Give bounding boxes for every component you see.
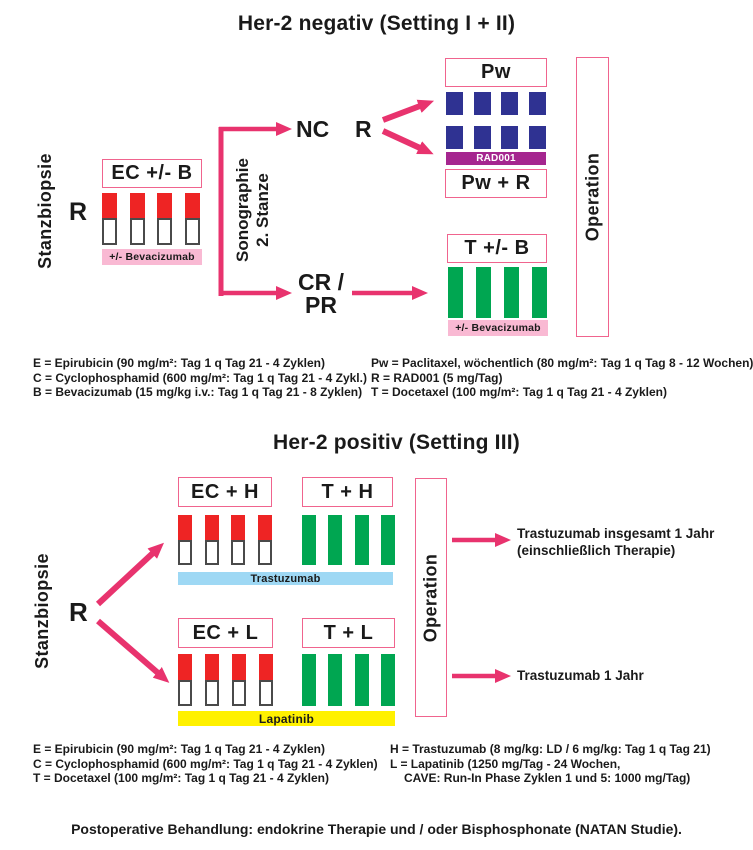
paclitaxel-square <box>501 126 518 149</box>
arm-top-line1: Trastuzumab insgesamt 1 Jahr <box>517 526 715 541</box>
chemo-cycle-bar <box>205 654 219 706</box>
arrow-r-to-ech <box>98 553 153 604</box>
setting1-t-bevacizumab-strip: +/- Bevacizumab <box>448 320 548 336</box>
nc-randomization-r: R <box>355 116 372 142</box>
docetaxel-bar <box>381 515 395 565</box>
setting3-stanzbiopsie-label: Stanzbiopsie <box>32 553 52 669</box>
setting1-operation-label: Operation <box>582 152 602 242</box>
legend-line: E = Epirubicin (90 mg/m²: Tag 1 q Tag 21 - 4 Zyklen) <box>33 356 325 370</box>
chemo-cycle-bar <box>185 193 200 245</box>
paclitaxel-square <box>446 126 463 149</box>
legend-line: C = Cyclophosphamid (600 mg/m²: Tag 1 q Tag 21 - 4 Zykl.) <box>33 370 367 385</box>
t-l-cycle-bars <box>302 654 395 706</box>
chemo-cycle-bar <box>259 654 273 706</box>
setting3-title: Her-2 positiv (Setting III) <box>273 431 520 454</box>
setting1-randomization-r: R <box>69 198 88 226</box>
crpr-label <box>290 271 352 317</box>
chemo-cycle-bar <box>232 654 246 706</box>
pw-cycle-squares-row2 <box>446 126 546 149</box>
setting1-ec-box: EC +/- B <box>102 159 202 188</box>
arm-bottom-line: Trastuzumab 1 Jahr <box>517 668 644 683</box>
setting1-legend-left <box>33 356 367 400</box>
chemo-cycle-bar <box>157 193 172 245</box>
postoperative-note: Postoperative Behandlung: endokrine Therapie und / oder Bisphosphonate (NATAN Studie). <box>71 821 682 837</box>
pw-cycle-squares-row1 <box>446 92 546 115</box>
docetaxel-bar <box>504 267 519 318</box>
chemo-cycle-bar <box>205 515 219 565</box>
pw-box: Pw <box>445 58 547 87</box>
setting1-legend-right <box>371 356 753 400</box>
sonography-line1: Sonographie <box>233 158 252 262</box>
sonography-line2: 2. Stanze <box>253 173 272 247</box>
legend-line: E = Epirubicin (90 mg/m²: Tag 1 q Tag 21 - 4 Zyklen) <box>33 742 325 756</box>
chemo-cycle-bar <box>130 193 145 245</box>
paclitaxel-square <box>446 92 463 115</box>
paclitaxel-square <box>474 92 491 115</box>
setting3-operation-label: Operation <box>420 553 441 642</box>
trastuzumab-strip: Trastuzumab <box>178 572 393 585</box>
chemo-cycle-bar <box>178 515 192 565</box>
docetaxel-bar <box>302 654 316 706</box>
docetaxel-bar <box>328 654 342 706</box>
docetaxel-bar <box>381 654 395 706</box>
t-h-cycle-bars <box>302 515 395 565</box>
legend-line: CAVE: Run-In Phase Zyklen 1 und 5: 1000 mg/Tag) <box>404 771 691 785</box>
docetaxel-bar <box>532 267 547 318</box>
paclitaxel-square <box>474 126 491 149</box>
docetaxel-bar <box>355 654 369 706</box>
chemo-cycle-bar <box>178 654 192 706</box>
paclitaxel-square <box>501 92 518 115</box>
setting1-title: Her-2 negativ (Setting I + II) <box>237 12 516 35</box>
legend-line: C = Cyclophosphamid (600 mg/m²: Tag 1 q Tag 21 - 4 Zyklen) <box>33 756 378 771</box>
legend-line: H = Trastuzumab (8 mg/kg: LD / 6 mg/kg: Tag 1 q Tag 21) <box>390 742 711 756</box>
arrow-nc-r-to-pwr <box>383 131 420 148</box>
docetaxel-bar <box>448 267 463 318</box>
setting3-randomization-r: R <box>69 597 88 627</box>
paclitaxel-square <box>529 126 546 149</box>
chemo-cycle-bar <box>258 515 272 565</box>
docetaxel-bar <box>355 515 369 565</box>
lapatinib-strip: Lapatinib <box>178 711 395 726</box>
legend-line: T = Docetaxel (100 mg/m²: Tag 1 q Tag 21 - 4 Zyklen) <box>371 385 667 399</box>
chemo-cycle-bar <box>231 515 245 565</box>
legend-line: Pw = Paclitaxel, wöchentlich (80 mg/m²: Tag 1 q Tag 8 - 12 Wochen) <box>371 356 753 370</box>
rad001-strip: RAD001 <box>446 152 546 165</box>
arrow-r-to-ecl <box>98 621 158 673</box>
ec-l-cycle-bars <box>178 654 273 706</box>
legend-line: L = Lapatinib (1250 mg/Tag - 24 Wochen, <box>390 756 621 771</box>
setting3-legend-left <box>33 742 378 786</box>
t-cycle-bars <box>448 267 547 318</box>
legend-line: T = Docetaxel (100 mg/m²: Tag 1 q Tag 21 - 4 Zyklen) <box>33 771 329 785</box>
docetaxel-bar <box>328 515 342 565</box>
t-l-box: T + L <box>302 618 395 648</box>
arrow-nc-r-to-pw <box>383 106 420 120</box>
legend-line: B = Bevacizumab (15 mg/kg i.v.: Tag 1 q Tag 21 - 8 Zyklen) <box>33 385 363 399</box>
ec-h-cycle-bars <box>178 515 272 565</box>
setting1-bevacizumab-strip: +/- Bevacizumab <box>102 249 202 265</box>
setting1-stanzbiopsie-label: Stanzbiopsie <box>35 153 55 269</box>
setting3-operation-box <box>415 478 447 717</box>
docetaxel-bar <box>476 267 491 318</box>
legend-line: R = RAD001 (5 mg/Tag) <box>371 370 503 385</box>
arm-top-text <box>517 526 714 559</box>
arm-bottom-text <box>517 668 644 685</box>
pr-line: PR <box>305 292 337 318</box>
setting3-legend-right <box>390 742 711 786</box>
nc-label: NC <box>296 116 330 142</box>
setting1-ec-cycle-bars <box>102 193 200 245</box>
ec-h-box: EC + H <box>178 477 272 507</box>
setting1-operation-box <box>576 57 609 337</box>
chemo-cycle-bar <box>102 193 117 245</box>
paclitaxel-square <box>529 92 546 115</box>
t-h-box: T + H <box>302 477 393 507</box>
arm-top-line2: (einschließlich Therapie) <box>517 542 676 558</box>
pw-r-box: Pw + R <box>445 169 547 198</box>
ec-l-box: EC + L <box>178 618 273 648</box>
docetaxel-bar <box>302 515 316 565</box>
cr-line: CR / <box>298 269 344 295</box>
t-box: T +/- B <box>447 234 547 263</box>
sonography-label <box>233 148 275 272</box>
